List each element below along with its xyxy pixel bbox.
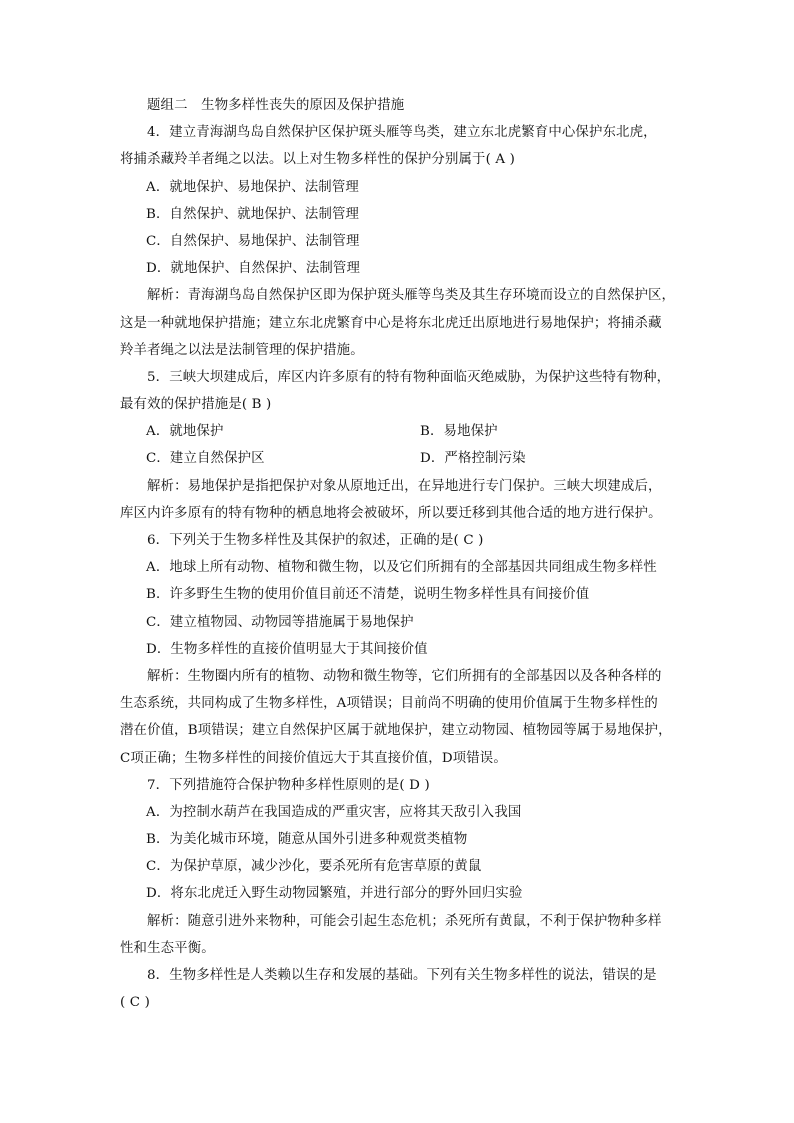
- question-4-analysis-cont: 羚羊者绳之以法是法制管理的保护措施。: [120, 342, 364, 358]
- question-6-analysis: 解析：生物圈内所有的植物、动物和微生物等，它们所拥有的全部基因以及各种各样的: [147, 668, 662, 684]
- question-7-option-d: D．将东北虎迁入野生动物园繁殖，并进行部分的野外回归实验: [146, 886, 523, 902]
- question-6-analysis-cont: 潜在价值，B项错误；建立自然保护区属于就地保护，建立动物园、植物园等属于易地保护，: [120, 723, 672, 739]
- question-5-analysis-cont: 库区内许多原有的特有物种的栖息地将会被破坏，所以要迁移到其他合适的地方进行保护。: [120, 505, 662, 521]
- question-4-option-d: D．就地保护、自然保护、法制管理: [146, 261, 360, 277]
- question-4-option-a: A．就地保护、易地保护、法制管理: [146, 179, 359, 195]
- question-5-stem: 5．三峡大坝建成后，库区内许多原有的特有物种面临灭绝威胁，为保护这些特有物种，: [147, 369, 671, 385]
- question-6-option-d: D．生物多样性的直接价值明显大于其间接价值: [146, 641, 428, 657]
- question-8-answer: ( C ): [120, 995, 150, 1011]
- question-7-stem: 7．下列措施符合保护物种多样性原则的是( D ): [147, 777, 430, 793]
- question-7-analysis-cont: 性和生态平衡。: [120, 940, 215, 956]
- question-6-option-a: A．地球上所有动物、植物和微生物，以及它们所拥有的全部基因共同组成生物多样性: [146, 560, 657, 576]
- question-4-option-b: B．自然保护、就地保护、法制管理: [146, 206, 360, 222]
- question-6-analysis-cont: 生态系统，共同构成了生物多样性，A项错误；目前尚不明确的使用价值属于生物多样性的: [120, 696, 658, 712]
- question-5-option-c: C．建立自然保护区: [146, 451, 265, 467]
- question-4-analysis-cont: 这是一种就地保护措施；建立东北虎繁育中心是将东北虎迁出原地进行易地保护；将捕杀藏: [120, 315, 662, 331]
- section-heading: 题组二 生物多样性丧失的原因及保护措施: [147, 98, 405, 113]
- question-7-analysis: 解析：随意引进外来物种，可能会引起生态危机；杀死所有黄鼠，不利于保护物种多样: [147, 913, 662, 929]
- question-4-stem: 4．建立青海湖鸟岛自然保护区保护斑头雁等鸟类，建立东北虎繁育中心保护东北虎，: [147, 125, 657, 141]
- question-5-option-b: B．易地保护: [420, 424, 498, 440]
- question-6-analysis-cont: C项正确；生物多样性的间接价值远大于其直接价值，D项错误。: [120, 750, 507, 766]
- question-4-stem-cont: 将捕杀藏羚羊者绳之以法。以上对生物多样性的保护分别属于( A ): [120, 152, 515, 168]
- question-5-option-d: D．严格控制污染: [420, 451, 526, 467]
- question-8-stem: 8．生物多样性是人类赖以生存和发展的基础。下列有关生物多样性的说法，错误的是: [147, 968, 657, 983]
- question-7-option-b: B．为美化城市环境，随意从国外引进多种观赏类植物: [146, 832, 468, 848]
- question-5-options-row-1: [120, 418, 680, 445]
- question-4-option-c: C．自然保护、易地保护、法制管理: [146, 233, 360, 249]
- question-7-option-a: A．为控制水葫芦在我国造成的严重灾害，应将其天敌引入我国: [146, 804, 522, 820]
- document-body: [120, 92, 680, 1016]
- question-6-option-b: B．许多野生生物的使用价值目前还不清楚，说明生物多样性具有间接价值: [146, 587, 590, 603]
- question-7-option-c: C．为保护草原，减少沙化，要杀死所有危害草原的黄鼠: [146, 859, 482, 875]
- question-6-stem: 6．下列关于生物多样性及其保护的叙述，正确的是( C ): [147, 533, 484, 548]
- question-4-analysis: 解析：青海湖鸟岛自然保护区即为保护斑头雁等鸟类及其生存环境而设立的自然保护区，: [147, 288, 676, 304]
- question-5-analysis: 解析：易地保护是指把保护对象从原地迁出，在异地进行专门保护。三峡大坝建成后，: [147, 478, 662, 494]
- question-5-option-a: A．就地保护: [146, 424, 224, 440]
- question-6-option-c: C．建立植物园、动物园等措施属于易地保护: [146, 614, 414, 630]
- question-5-options-row-2: [120, 445, 680, 472]
- question-5-stem-cont: 最有效的保护措施是( B ): [120, 397, 272, 413]
